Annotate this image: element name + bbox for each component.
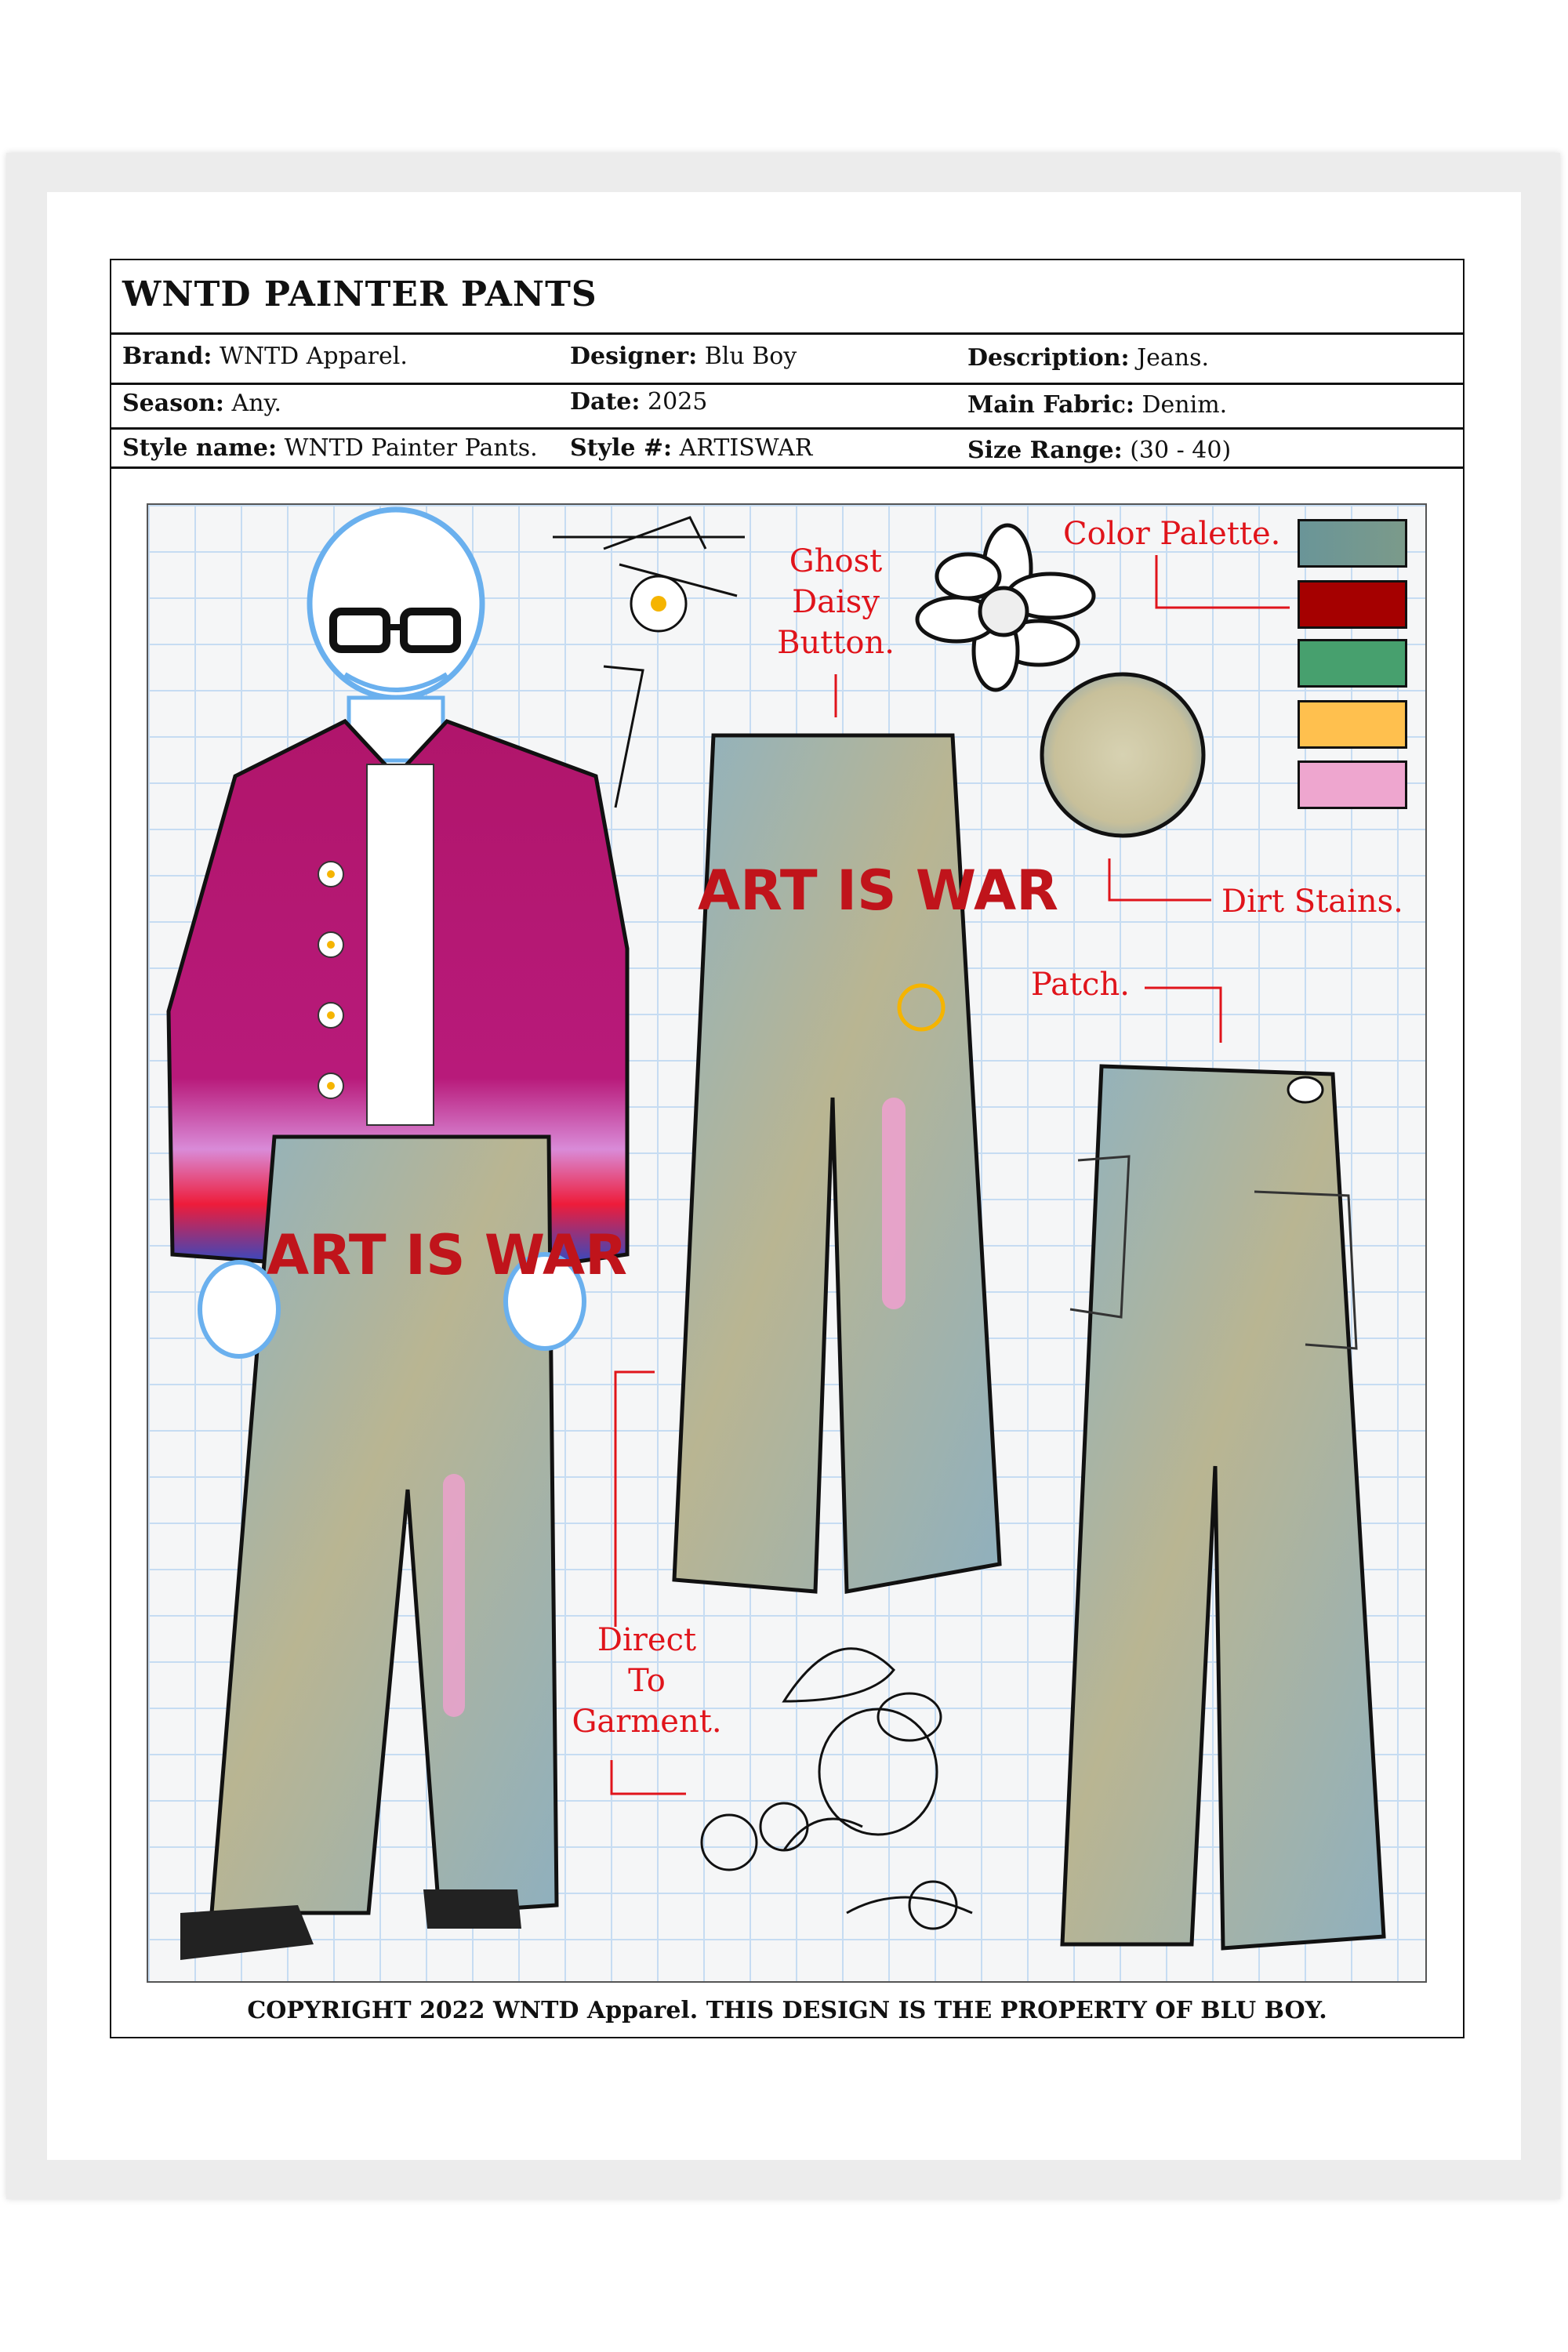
- style-name-field: Style name: WNTD Painter Pants.: [122, 434, 538, 462]
- color-palette-label: Color Palette.: [1063, 516, 1281, 552]
- main-fabric-field: Main Fabric: Denim.: [967, 391, 1228, 419]
- page-title: WNTD PAINTER PANTS: [122, 274, 597, 314]
- palette-swatch-green: [1298, 639, 1407, 688]
- size-range-field: Size Range: (30 - 40): [967, 437, 1232, 464]
- graffiti-text: ART IS WAR: [267, 1223, 628, 1287]
- ghost-daisy-label: Ghost Daisy Button.: [777, 543, 895, 661]
- patch-icon: [1288, 1077, 1323, 1102]
- frog-mushroom-sketch: [702, 1649, 972, 1929]
- style-number-field: Style #: ARTISWAR: [570, 434, 813, 462]
- description-field: Description: Jeans.: [967, 344, 1210, 372]
- copyright-notice: COPYRIGHT 2022 WNTD Apparel. THIS DESIGN IS THE PROPERTY OF BLU BOY.: [247, 1997, 1327, 2024]
- palette-swatch-pink: [1298, 760, 1407, 809]
- front-jeans: [674, 735, 1058, 1592]
- patch-label: Patch.: [1031, 967, 1130, 1003]
- designer-field: Designer: Blu Boy: [570, 343, 797, 370]
- palette-swatch-yellow: [1298, 700, 1407, 749]
- dirt-stains-label: Dirt Stains.: [1221, 884, 1403, 920]
- graffiti-text: ART IS WAR: [698, 858, 1059, 923]
- palette-swatch-denim: [1298, 519, 1407, 568]
- date-field: Date: 2025: [570, 388, 708, 416]
- brand-field: Brand: WNTD Apparel.: [122, 343, 408, 370]
- back-jeans: [1062, 1066, 1384, 1948]
- figure-model: [169, 510, 627, 1960]
- palette-swatch-red: [1298, 580, 1407, 629]
- dirt-stain-swatch: [1042, 674, 1203, 836]
- season-field: Season: Any.: [122, 390, 282, 417]
- direct-to-garment-label: Direct To Garment.: [572, 1622, 722, 1740]
